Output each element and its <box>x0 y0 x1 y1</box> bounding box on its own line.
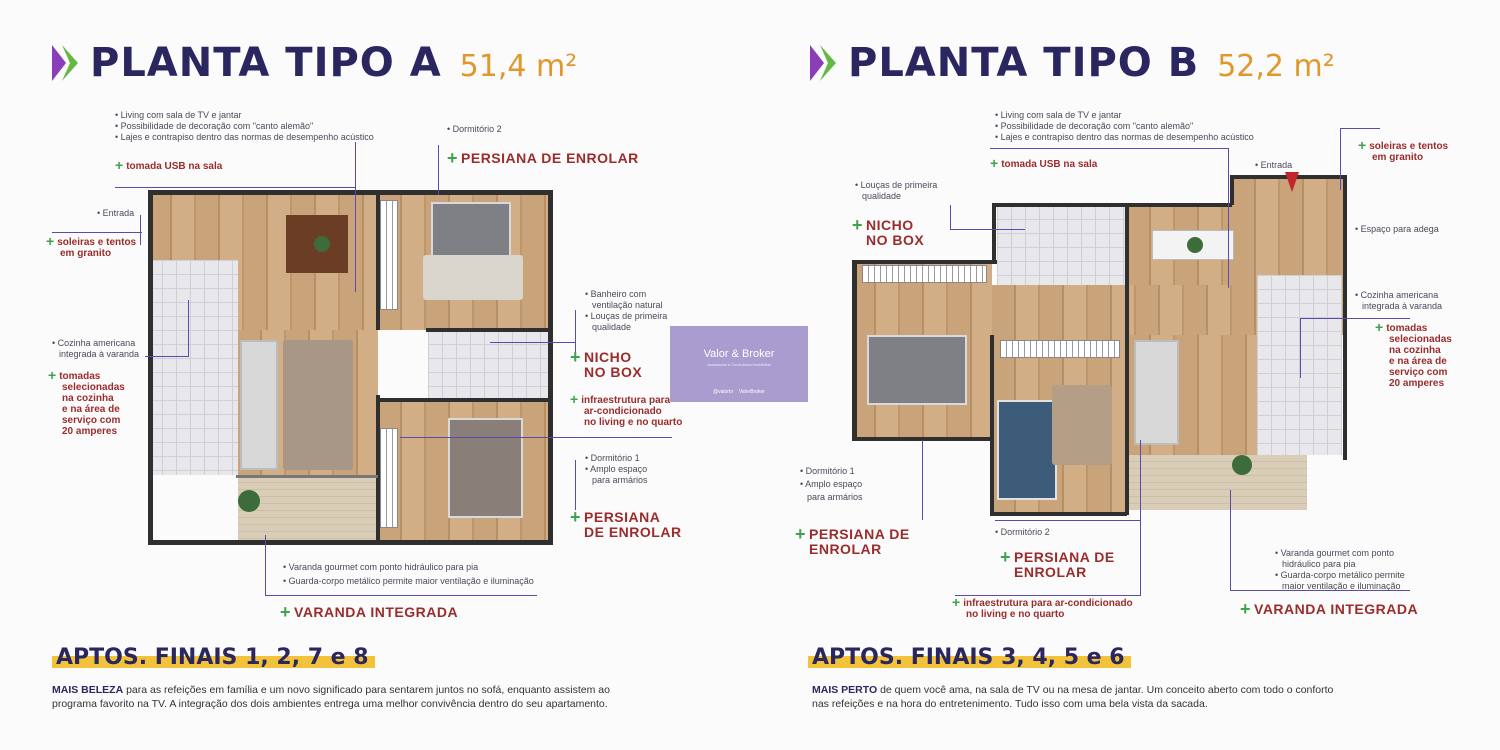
plus-icon: + <box>1375 319 1384 335</box>
dorm1-line: para armários <box>592 475 648 485</box>
leader-line <box>1300 318 1410 319</box>
bathroom <box>997 205 1127 285</box>
plus-icon: + <box>115 157 124 173</box>
infra-feature <box>570 391 683 428</box>
description-line: para as refeições em família e um novo significado para sentarem juntos no sofá, enquanto assistem ao <box>126 684 610 696</box>
tomadas-line: 20 amperes <box>1389 378 1445 389</box>
living-note: • Living com sala de TV e jantar <box>995 110 1254 121</box>
dorm1-line: • Dormitório 1 <box>585 453 648 464</box>
watermark-logo <box>670 326 808 402</box>
plant-icon <box>1187 237 1203 253</box>
leader-line <box>438 145 439 195</box>
plus-icon: + <box>447 148 459 168</box>
logo-social-handle: ValorBroker <box>738 389 765 395</box>
nicho-feature <box>570 347 643 380</box>
dorm1-line: • Dormitório 1 <box>800 465 863 478</box>
banheiro-line: • Banheiro com <box>585 289 667 300</box>
tomadas-feature <box>1375 319 1452 389</box>
wall <box>992 203 996 263</box>
wardrobe-dorm-2 <box>380 200 398 310</box>
leader-line <box>265 535 266 595</box>
soleiras-line: em granito <box>60 248 112 259</box>
infra-line: no living e no quarto <box>966 609 1065 620</box>
wall <box>376 395 380 545</box>
adega-note <box>1355 224 1439 235</box>
entrada-note <box>97 208 134 219</box>
description-paragraph <box>812 683 1472 711</box>
wall <box>376 190 380 330</box>
tomadas-line: tomadas <box>1386 323 1428 334</box>
finals-heading: APTOS. FINAIS 3, 4, 5 e 6 <box>808 645 1131 670</box>
banheiro-line: ventilação natural <box>592 300 663 310</box>
persiana-line: ENROLAR <box>809 541 882 557</box>
leader-line <box>1228 148 1229 288</box>
persiana-feature-mid <box>1000 547 1115 580</box>
nicho-line: NICHO <box>584 349 632 365</box>
sofa <box>1134 340 1179 445</box>
persiana-line: PERSIANA DE <box>809 526 910 542</box>
page-title: PLANTA TIPO A <box>90 40 442 86</box>
dorm2-note <box>995 527 1050 538</box>
plus-icon: + <box>570 347 582 367</box>
plus-icon: + <box>952 594 961 610</box>
varanda-feature <box>280 602 459 622</box>
area-label: 52,2 m² <box>1217 49 1335 84</box>
plus-icon: + <box>570 507 582 527</box>
tomadas-line: serviço com <box>62 415 121 426</box>
dorm1-line: • Amplo espaço <box>585 464 648 475</box>
description-paragraph <box>52 683 712 711</box>
living-note: • Living com sala de TV e jantar <box>115 110 374 121</box>
finals-heading: APTOS. FINAIS 1, 2, 7 e 8 <box>52 645 375 670</box>
varanda-note: • Varanda gourmet com ponto hidráulico para pia <box>283 560 534 574</box>
wall <box>990 335 994 515</box>
leader-line <box>52 232 142 233</box>
logo-subtitle: Assessoria e Consultoria Imobiliária <box>707 362 771 367</box>
varanda-note: • Varanda gourmet com ponto <box>1275 548 1405 559</box>
leader-line <box>950 229 1025 230</box>
loucas-line: qualidade <box>862 191 902 201</box>
title-row <box>52 40 577 86</box>
soleiras-line: soleiras e tentos <box>1369 141 1449 152</box>
logo-name: Valor & Broker <box>703 348 775 360</box>
wall <box>548 190 553 545</box>
living-notes <box>995 110 1254 143</box>
wall <box>990 512 1127 516</box>
loucas-line: • Louças de primeira <box>855 180 937 191</box>
leader-line <box>575 460 576 510</box>
dorm2-label: • Dormitório 2 <box>995 527 1050 538</box>
rug-dorm-2 <box>423 255 523 300</box>
plant-icon <box>238 490 260 512</box>
banheiro-note <box>585 289 667 333</box>
wall <box>148 190 553 195</box>
cozinha-line: integrada à varanda <box>59 349 140 359</box>
balcony <box>238 475 378 545</box>
leader-line <box>922 440 923 520</box>
tomadas-line: selecionadas <box>1389 334 1452 345</box>
leader-line <box>950 205 951 230</box>
leader-line <box>995 520 1140 521</box>
leader-line <box>400 437 672 438</box>
plant-icon <box>1232 455 1252 475</box>
persiana-feature-bottom <box>570 507 682 540</box>
varanda-notes <box>283 560 534 588</box>
living-notes <box>115 110 374 143</box>
description-lead: MAIS BELEZA <box>52 684 124 696</box>
cozinha-line: integrada à varanda <box>1362 301 1443 311</box>
wardrobe-dorm-1 <box>380 428 398 528</box>
kitchen-area <box>148 260 238 475</box>
living-note: • Possibilidade de decoração com "canto alemão" <box>995 121 1254 132</box>
bed-dorm-2 <box>997 400 1057 500</box>
dorm2-label: • Dormitório 2 <box>447 124 502 135</box>
leader-line <box>1340 128 1380 129</box>
cozinha-line: • Cozinha americana <box>52 338 139 349</box>
varanda-notes <box>1275 548 1405 592</box>
varanda-feature <box>1240 599 1419 619</box>
soleiras-feature <box>46 233 137 259</box>
wardrobe-dorm-1 <box>862 265 987 283</box>
wall <box>1125 285 1129 515</box>
plus-icon: + <box>48 367 57 383</box>
rug <box>283 340 353 470</box>
title-row <box>810 40 1335 86</box>
description-line: nas refeições e na hora do entretenimento. Tudo isso com uma bela vista da sacada. <box>812 698 1208 710</box>
wardrobe-dorm-2 <box>1000 340 1120 358</box>
leader-line <box>955 595 1141 596</box>
tomadas-feature <box>48 367 125 437</box>
bed-dorm-1 <box>448 418 523 518</box>
plus-icon: + <box>852 215 864 235</box>
plus-icon: + <box>795 524 807 544</box>
tomadas-line: selecionadas <box>62 382 125 393</box>
plant-icon <box>314 236 330 252</box>
leader-line <box>115 187 356 188</box>
wall <box>148 190 153 545</box>
floor-plan-b <box>852 175 1347 515</box>
rug-dorm-2 <box>1052 385 1112 465</box>
plus-icon: + <box>1240 599 1252 619</box>
logo-social <box>670 389 808 395</box>
infra-line: infraestrutura para ar-condicionado <box>963 598 1133 609</box>
banheiro-line: qualidade <box>592 322 632 332</box>
living-note: • Possibilidade de decoração com "canto alemão" <box>115 121 374 132</box>
nicho-line: NICHO <box>866 217 914 233</box>
persiana-line: DE ENROLAR <box>584 524 682 540</box>
leader-line <box>145 356 189 357</box>
title-arrow-icon <box>52 45 78 81</box>
tomadas-line: 20 amperes <box>62 426 118 437</box>
nicho-line: NO BOX <box>866 232 925 248</box>
varanda-label: VARANDA INTEGRADA <box>294 604 459 620</box>
persiana-feature-left <box>795 524 910 557</box>
usb-feature <box>990 155 1098 171</box>
persiana-label: PERSIANA DE ENROLAR <box>461 150 639 166</box>
cozinha-note <box>52 338 139 360</box>
soleiras-feature <box>1358 137 1449 163</box>
entrada-label: • Entrada <box>97 208 134 219</box>
dorm1-note <box>800 465 863 504</box>
tomadas-line: e na área de <box>62 404 120 415</box>
wall <box>148 540 553 545</box>
wall <box>426 328 553 332</box>
varanda-note: hidráulico para pia <box>1282 559 1356 569</box>
title-arrow-icon <box>810 45 836 81</box>
sofa <box>240 340 278 470</box>
description-line: programa favorito na TV. A integração dos dois ambientes entrega uma melhor convivência dentro do seu apartamento. <box>52 698 608 710</box>
entrada-label: • Entrada <box>1255 160 1292 171</box>
area-label: 51,4 m² <box>459 49 578 84</box>
wall <box>852 260 857 440</box>
living-note: • Lajes e contrapiso dentro das normas de desempenho acústico <box>115 132 374 143</box>
usb-feature-label: tomada USB na sala <box>1001 159 1098 170</box>
cozinha-line: • Cozinha americana <box>1355 290 1442 301</box>
bed-dorm-1 <box>867 335 967 405</box>
plus-icon: + <box>990 155 999 171</box>
floor-plan-a <box>148 190 553 545</box>
wall <box>1125 203 1129 285</box>
leader-line <box>1140 440 1141 595</box>
soleiras-line: em granito <box>1372 152 1424 163</box>
tomadas-line: e na área de <box>1389 356 1447 367</box>
leader-line <box>490 342 575 343</box>
dorm1-line: • Amplo espaço <box>800 478 863 491</box>
leader-line <box>1340 128 1341 190</box>
banheiro-line: • Louças de primeira <box>585 311 667 322</box>
bathroom <box>428 330 553 400</box>
wall <box>992 203 1232 207</box>
adega-label: • Espaço para adega <box>1355 224 1439 235</box>
leader-line <box>265 595 537 596</box>
entrada-note <box>1255 160 1292 171</box>
railing <box>236 475 378 478</box>
leader-line <box>990 148 1228 149</box>
usb-feature-label: tomada USB na sala <box>126 161 223 172</box>
entry-arrow-icon <box>1285 172 1299 192</box>
plus-icon: + <box>1358 137 1367 153</box>
tomadas-line: na cozinha <box>1389 345 1441 356</box>
tomadas-line: serviço com <box>1389 367 1448 378</box>
dorm1-note <box>585 453 648 486</box>
leader-line <box>140 215 141 245</box>
usb-feature <box>115 157 223 173</box>
wall <box>852 260 997 264</box>
plus-icon: + <box>280 602 292 622</box>
leader-line <box>188 300 189 356</box>
dorm1-line: para armários <box>807 492 863 502</box>
bed-dorm-2 <box>431 202 511 262</box>
description-lead: MAIS PERTO <box>812 684 878 696</box>
balcony <box>1127 455 1307 510</box>
living-note: • Lajes e contrapiso dentro das normas de desempenho acústico <box>995 132 1254 143</box>
leader-line <box>1230 490 1231 590</box>
logo-social-handle: @valorbr <box>713 389 734 395</box>
nicho-line: NO BOX <box>584 364 643 380</box>
persiana-line: PERSIANA DE <box>1014 549 1115 565</box>
plus-icon: + <box>570 391 579 407</box>
varanda-note: • Guarda-corpo metálico permite <box>1275 570 1405 581</box>
tomadas-line: tomadas <box>59 371 101 382</box>
tomadas-line: na cozinha <box>62 393 114 404</box>
persiana-line: PERSIANA <box>584 509 661 525</box>
varanda-note: maior ventilação e iluminação <box>1282 581 1401 591</box>
loucas-note <box>855 180 937 202</box>
leader-line <box>355 142 356 292</box>
cozinha-note <box>1355 290 1442 312</box>
page-title: PLANTA TIPO B <box>848 40 1200 86</box>
page-planta-tipo-b <box>750 0 1500 750</box>
persiana-line: ENROLAR <box>1014 564 1087 580</box>
infra-line: ar-condicionado <box>584 406 662 417</box>
leader-line <box>1300 318 1301 378</box>
plus-icon: + <box>1000 547 1012 567</box>
infra-line: infraestrutura para <box>581 395 671 406</box>
wall <box>378 398 553 402</box>
plus-icon: + <box>46 233 55 249</box>
dorm2-note <box>447 124 502 135</box>
varanda-note: • Guarda-corpo metálico permite maior ventilação e iluminação <box>283 574 534 588</box>
persiana-feature-top <box>447 148 639 168</box>
nicho-feature <box>852 215 925 248</box>
infra-line: no living e no quarto <box>584 417 683 428</box>
infra-feature <box>952 594 1133 620</box>
soleiras-line: soleiras e tentos <box>57 237 137 248</box>
description-line: de quem você ama, na sala de TV ou na mesa de jantar. Um conceito aberto com todo o conforto <box>880 684 1334 696</box>
varanda-label: VARANDA INTEGRADA <box>1254 601 1419 617</box>
wall <box>1230 175 1234 205</box>
